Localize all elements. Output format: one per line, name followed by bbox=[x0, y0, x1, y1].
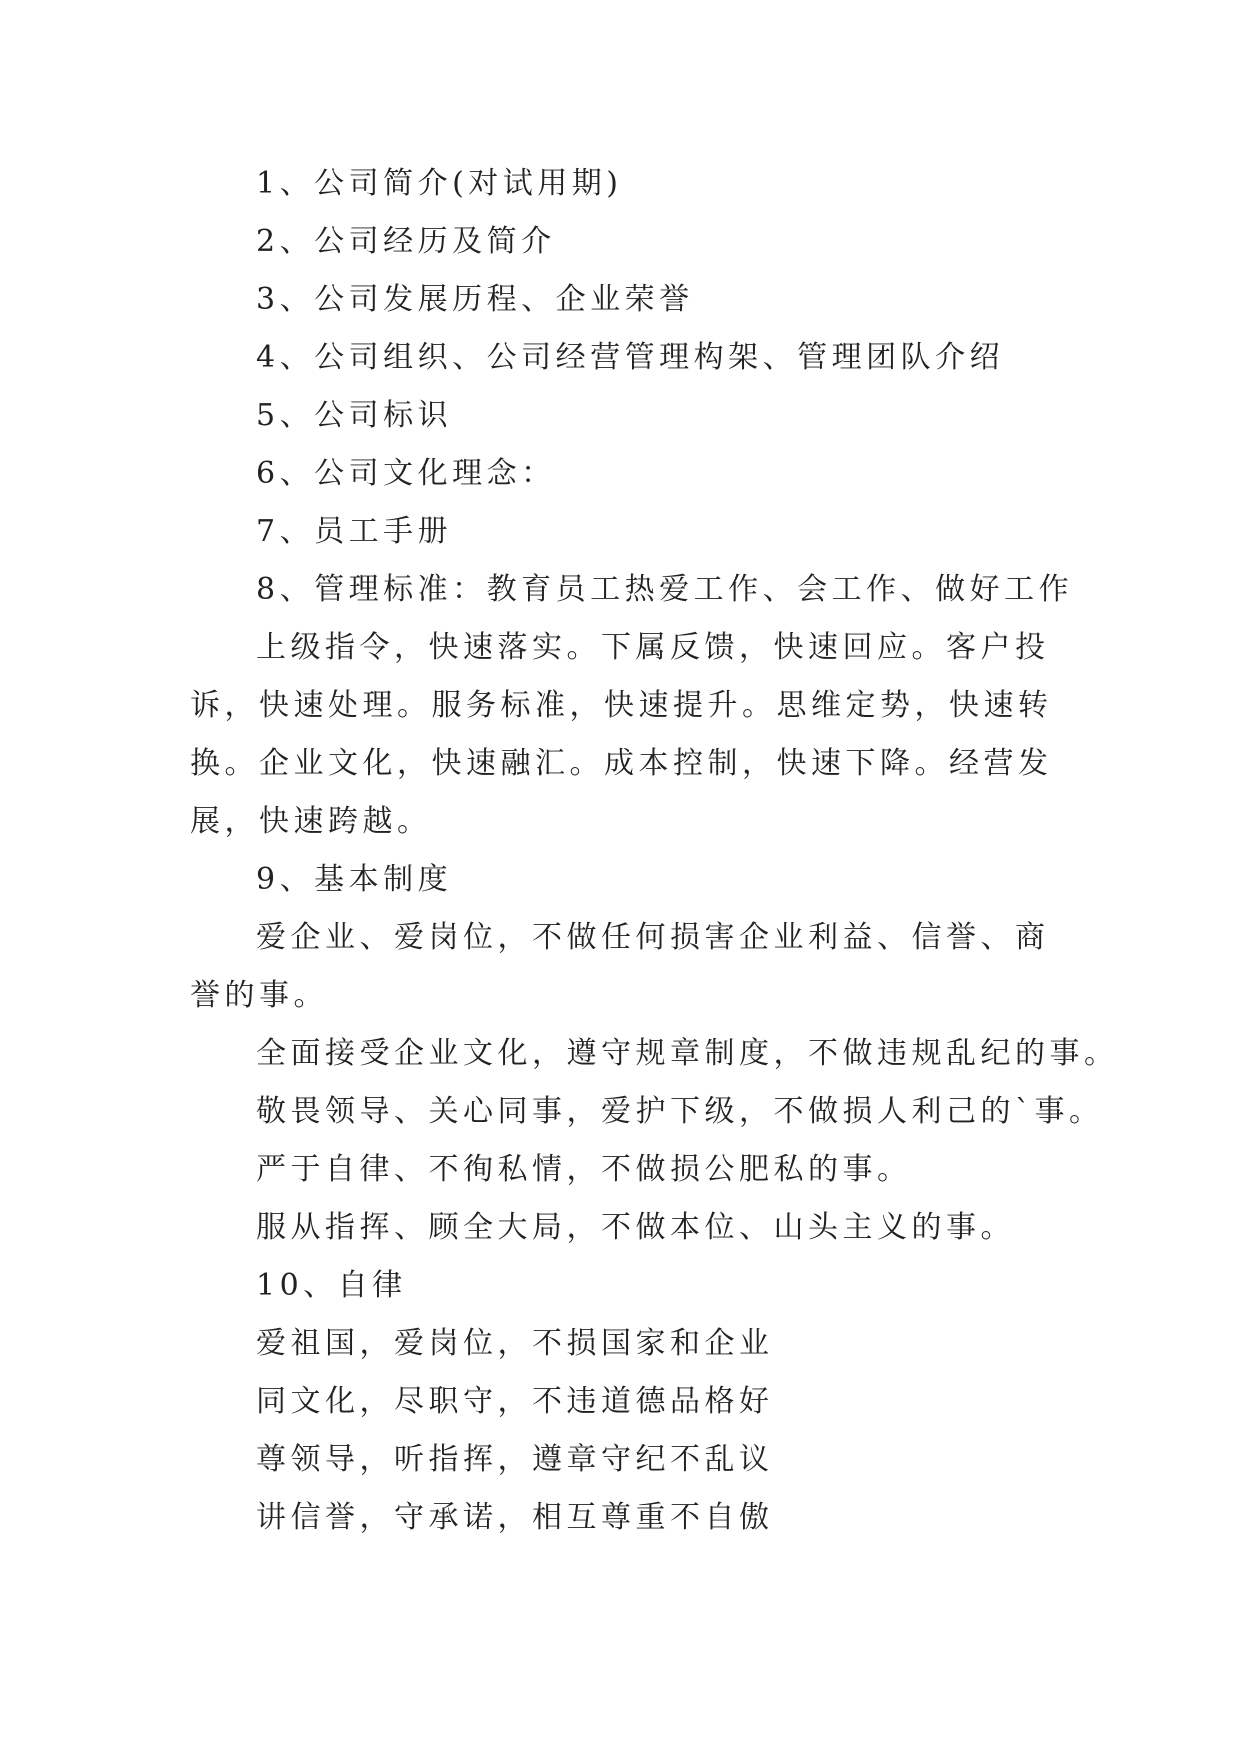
paragraph-item-1: 1、公司简介(对试用期) bbox=[256, 166, 623, 201]
paragraph-rule-3: 敬畏领导、关心同事，爱护下级，不做损人利己的`事。 bbox=[256, 1094, 1104, 1129]
paragraph-item-2: 2、公司经历及简介 bbox=[256, 224, 556, 259]
paragraph-item-5: 5、公司标识 bbox=[256, 398, 453, 433]
paragraph-item-4: 4、公司组织、公司经营管理构架、管理团队介绍 bbox=[256, 340, 1005, 375]
paragraph-item-3: 3、公司发展历程、企业荣誉 bbox=[256, 282, 694, 317]
paragraph-item-8: 8、管理标准：教育员工热爱工作、会工作、做好工作 bbox=[256, 572, 1074, 607]
paragraph-rule-1: 爱企业、爱岗位，不做任何损害企业利益、信誉、商誉的事。 bbox=[190, 920, 1050, 1013]
document-body bbox=[190, 155, 1119, 1547]
paragraph-item-10: 10、自律 bbox=[256, 1268, 407, 1303]
paragraph-verse-4: 讲信誉，守承诺，相互尊重不自傲 bbox=[256, 1500, 774, 1535]
paragraph-item-6: 6、公司文化理念： bbox=[256, 456, 556, 491]
paragraph-rule-2: 全面接受企业文化，遵守规章制度，不做违规乱纪的事。 bbox=[256, 1036, 1119, 1071]
paragraph-verse-2: 同文化，尽职守，不违道德品格好 bbox=[256, 1384, 774, 1419]
paragraph-item-9: 9、基本制度 bbox=[256, 862, 453, 897]
paragraph-verse-1: 爱祖国，爱岗位，不损国家和企业 bbox=[256, 1326, 774, 1361]
paragraph-rule-5: 服从指挥、顾全大局，不做本位、山头主义的事。 bbox=[256, 1210, 1015, 1245]
paragraph-rule-4: 严于自律、不徇私情，不做损公肥私的事。 bbox=[256, 1152, 912, 1187]
paragraph-item-7: 7、员工手册 bbox=[256, 514, 453, 549]
paragraph-verse-3: 尊领导，听指挥，遵章守纪不乱议 bbox=[256, 1442, 774, 1477]
paragraph-management-standards: 上级指令，快速落实。下属反馈，快速回应。客户投诉，快速处理。服务标准，快速提升。思维定势，快速转换。企业文化，快速融汇。成本控制，快速下降。经营发展，快速跨越。 bbox=[190, 630, 1053, 839]
